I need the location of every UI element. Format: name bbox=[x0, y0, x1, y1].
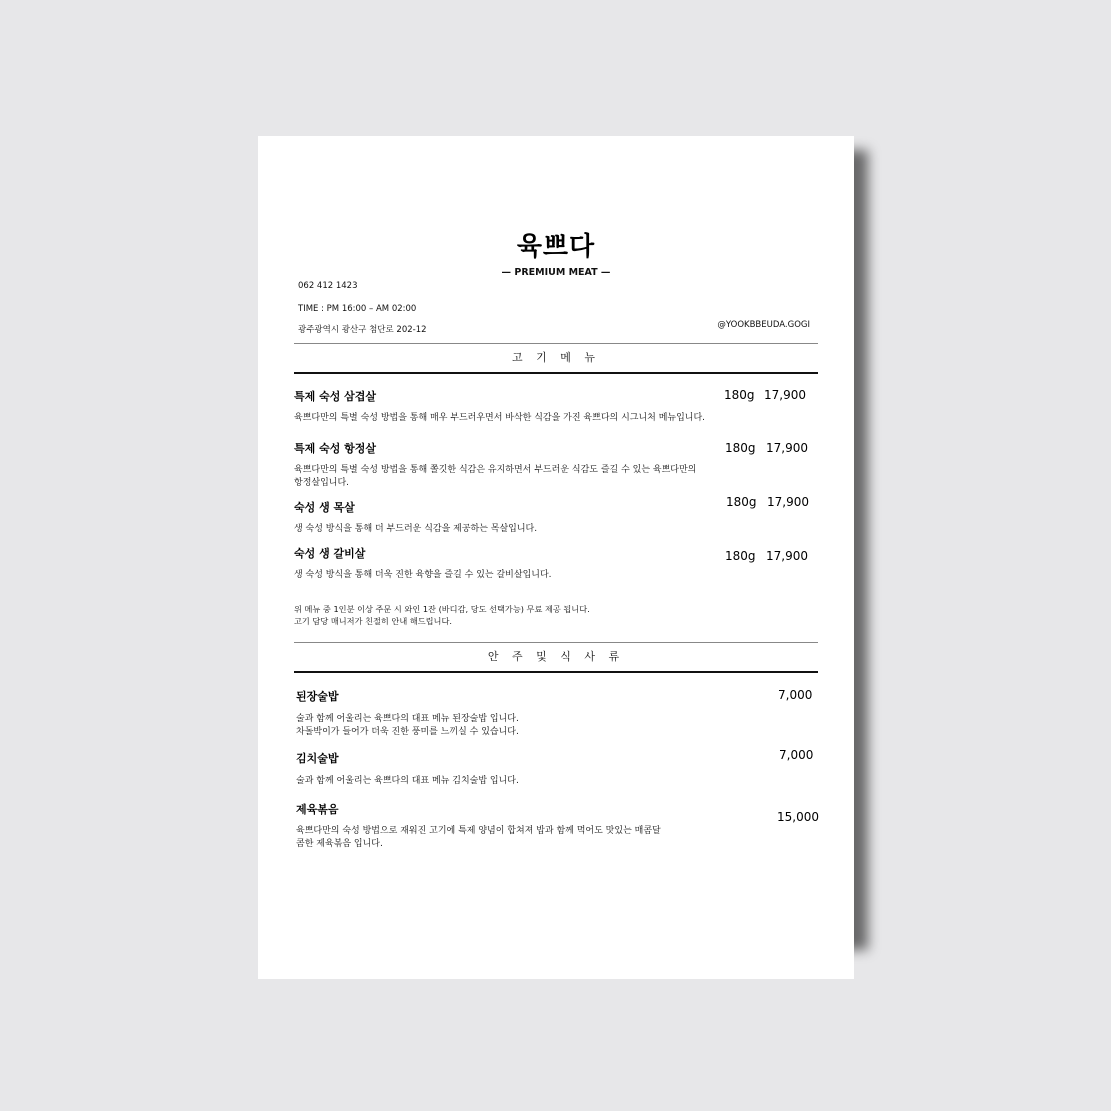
menu-item-price: 7,000 bbox=[779, 748, 814, 762]
menu-item-price: 17,900 bbox=[764, 388, 806, 402]
restaurant-tagline: — PREMIUM MEAT — bbox=[501, 267, 611, 278]
menu-item-price: 17,900 bbox=[766, 549, 808, 563]
menu-item-name: 숙성 생 목살 bbox=[294, 501, 355, 514]
menu-item-amount: 180g bbox=[725, 441, 756, 455]
menu-item-name: 김치술밥 bbox=[296, 752, 339, 765]
opening-hours: TIME : PM 16:00 – AM 02:00 bbox=[298, 304, 417, 314]
menu-sheet bbox=[258, 136, 854, 979]
menu-item-name: 제육볶음 bbox=[296, 803, 339, 816]
restaurant-name: 육쁘다 bbox=[516, 232, 596, 262]
menu-item-price: 17,900 bbox=[766, 441, 808, 455]
menu-item-price: 15,000 bbox=[777, 810, 819, 824]
menu-item-name: 특제 숙성 삼겹살 bbox=[294, 390, 377, 403]
menu-item-name: 숙성 생 갈비살 bbox=[294, 547, 366, 560]
side-section-heading: 안 주 및 식 사 류 bbox=[294, 642, 818, 673]
menu-item-name: 특제 숙성 항정살 bbox=[294, 442, 377, 455]
menu-item-description: 육쁘다만의 특별 숙성 방법을 통해 매우 부드러우면서 바삭한 식감을 가진 육쁘다의 시그니처 메뉴입니다. bbox=[294, 413, 706, 423]
menu-item-description: 육쁘다만의 숙성 방법으로 재워진 고기에 특제 양념이 합쳐져 밥과 함께 먹어도 맛있는 매콤달 bbox=[296, 826, 661, 836]
meat-section-heading: 고 기 메 뉴 bbox=[294, 343, 818, 374]
menu-item-amount: 180g bbox=[725, 549, 756, 563]
menu-item-description: 항정살입니다. bbox=[294, 478, 350, 488]
instagram-handle: @YOOKBBEUDA.GOGI bbox=[717, 320, 810, 330]
menu-note: 위 메뉴 중 1인분 이상 주문 시 와인 1잔 (바디감, 당도 선택가능) 무료 제공 됩니다. bbox=[294, 604, 590, 614]
menu-item-description: 생 숙성 방식을 통해 더욱 진한 육향을 즐길 수 있는 갈비살입니다. bbox=[294, 570, 552, 580]
menu-item-description: 생 숙성 방식을 통해 더 부드러운 식감을 제공하는 목살입니다. bbox=[294, 524, 538, 534]
menu-item-description: 술과 함께 어울리는 육쁘다의 대표 메뉴 김치술밥 입니다. bbox=[296, 776, 519, 786]
menu-item-name: 된장술밥 bbox=[296, 690, 339, 703]
menu-item-amount: 180g bbox=[724, 388, 755, 402]
menu-item-price: 17,900 bbox=[767, 495, 809, 509]
menu-item-description: 술과 함께 어울리는 육쁘다의 대표 메뉴 된장술밥 입니다. bbox=[296, 714, 519, 724]
address: 광주광역시 광산구 첨단로 202-12 bbox=[298, 325, 427, 335]
menu-item-description: 육쁘다만의 특별 숙성 방법을 통해 쫄깃한 식감은 유지하면서 부드러운 식감도 즐길 수 있는 육쁘다만의 bbox=[294, 465, 697, 475]
menu-note: 고기 담당 매니저가 친절히 안내 해드립니다. bbox=[294, 616, 452, 626]
menu-item-description: 콤한 제육볶음 입니다. bbox=[296, 839, 383, 849]
phone-number: 062 412 1423 bbox=[298, 281, 358, 291]
menu-item-price: 7,000 bbox=[778, 688, 813, 702]
menu-item-amount: 180g bbox=[726, 495, 757, 509]
menu-item-description: 차돌박이가 들어가 더욱 진한 풍미를 느끼실 수 있습니다. bbox=[296, 727, 519, 737]
